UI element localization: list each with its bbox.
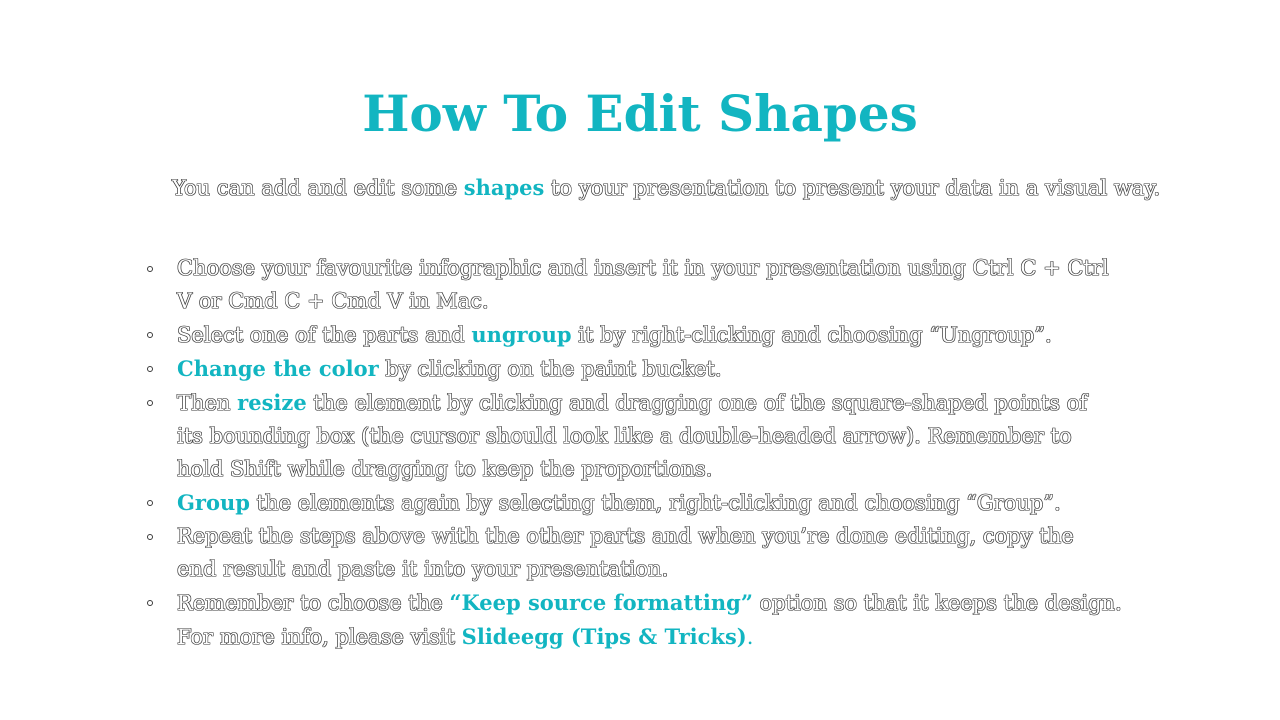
bullet-2-after: it by right-clicking and choosing “Ungroup”.	[571, 323, 1052, 347]
bullet-5-after: the elements again by selecting them, right-clicking and choosing “Group”.	[249, 491, 1061, 515]
instruction-list	[142, 252, 1142, 654]
list-item	[142, 252, 1142, 318]
list-item	[142, 520, 1142, 586]
list-item	[142, 486, 1142, 520]
intro-text	[172, 170, 1232, 206]
bullet-7-before: Remember to choose the	[177, 591, 450, 615]
bullet-1-line1: Choose your favourite infographic and insert it in your presentation using Ctrl C + Ctrl	[177, 256, 1109, 280]
intro-highlight: shapes	[463, 175, 545, 200]
bullet-4-line3: hold Shift while dragging to keep the proportions.	[177, 457, 713, 481]
bullet-2-before: Select one of the parts and	[177, 323, 472, 347]
bullet-icon	[147, 366, 153, 372]
bullet-4-highlight: resize	[237, 390, 307, 415]
bullet-3-highlight: Change the color	[177, 356, 379, 381]
bullet-5-highlight: Group	[177, 490, 250, 515]
bullet-6-line2: end result and paste it into your presentation.	[177, 557, 669, 581]
list-item	[142, 386, 1142, 486]
bullet-6-line1: Repeat the steps above with the other parts and when you’re done editing, copy the	[177, 524, 1074, 548]
bullet-icon	[147, 332, 153, 338]
intro-before: You can add and edit some	[172, 176, 464, 200]
list-item	[142, 352, 1142, 386]
bullet-4-line2: its bounding box (the cursor should look like a double-headed arrow). Remember to	[177, 424, 1072, 448]
bullet-icon	[147, 266, 153, 272]
bullet-icon	[147, 500, 153, 506]
list-item	[142, 318, 1142, 352]
bullet-1-line2: V or Cmd C + Cmd V in Mac.	[177, 289, 489, 313]
bullet-3-after: by clicking on the paint bucket.	[378, 357, 722, 381]
slideegg-tips-link[interactable]: Slideegg (Tips & Tricks)	[461, 624, 747, 649]
bullet-4-line1-after: the element by clicking and dragging one of the square-shaped points of	[306, 391, 1088, 415]
intro-after: to your presentation to present your data in a visual way.	[544, 176, 1161, 200]
bullet-icon	[147, 534, 153, 540]
slide-title: How To Edit Shapes	[362, 84, 918, 143]
bullet-4-before: Then	[177, 391, 238, 415]
bullet-7-after: option so that it keeps the design.	[752, 591, 1122, 615]
bullet-icon	[147, 600, 153, 606]
bullet-icon	[147, 400, 153, 406]
bullet-7-highlight: “Keep source formatting”	[449, 590, 753, 615]
bullet-7-line2-before: For more info, please visit	[177, 625, 462, 649]
bullet-2-highlight: ungroup	[471, 322, 572, 347]
bullet-7-line2-after: .	[746, 625, 754, 649]
list-item	[142, 586, 1142, 654]
